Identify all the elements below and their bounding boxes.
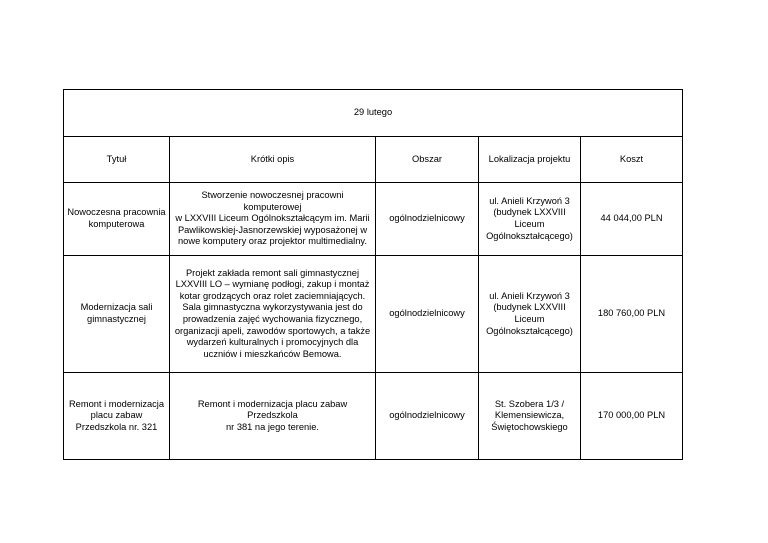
- cell-cost: 170 000,00 PLN: [581, 373, 683, 460]
- cell-area: ogólnodzielnicowy: [376, 183, 479, 256]
- cell-title: Modernizacja sali gimnastycznej: [64, 256, 170, 373]
- header-title: Tytuł: [64, 137, 170, 183]
- cell-location: St. Szobera 1/3 / Klemensiewicza, Świętochowskiego: [479, 373, 581, 460]
- header-description: Krótki opis: [170, 137, 376, 183]
- date-row: [64, 90, 683, 137]
- cell-cost: 44 044,00 PLN: [581, 183, 683, 256]
- header-location: Lokalizacja projektu: [479, 137, 581, 183]
- header-row: [64, 137, 683, 183]
- cell-title: Nowoczesna pracownia komputerowa: [64, 183, 170, 256]
- cell-description: Stworzenie nowoczesnej pracowni komputerowej w LXXVIII Liceum Ogólnokształcącym im. Marii Pawlikowskiej-Jasnorzewskiej wyposażonej w nowe komputery oraz projektor multimedialny.: [170, 183, 376, 256]
- cell-area: ogólnodzielnicowy: [376, 373, 479, 460]
- date-cell: 29 lutego: [64, 90, 683, 137]
- table-row: [64, 373, 683, 460]
- table-row: [64, 256, 683, 373]
- cell-location: ul. Anieli Krzywoń 3 (budynek LXXVIII Liceum Ogólnokształcącego): [479, 183, 581, 256]
- cell-title: Remont i modernizacja placu zabaw Przedszkola nr. 321: [64, 373, 170, 460]
- cell-description: Remont i modernizacja placu zabaw Przedszkola nr 381 na jego terenie.: [170, 373, 376, 460]
- cell-location: ul. Anieli Krzywoń 3 (budynek LXXVIII Liceum Ogólnokształcącego): [479, 256, 581, 373]
- table-row: [64, 183, 683, 256]
- cell-cost: 180 760,00 PLN: [581, 256, 683, 373]
- projects-table: [63, 89, 683, 460]
- header-cost: Koszt: [581, 137, 683, 183]
- header-area: Obszar: [376, 137, 479, 183]
- cell-description: Projekt zakłada remont sali gimnastycznej LXXVIII LO – wymianę podłogi, zakup i montaż kotar grodzących oraz rolet zaciemniających. Sala gimnastyczna wykorzystywania jest do prowadzenia zajęć wychowania fizycznego, organizacji apeli, zawodów sportowych, a także wydarzeń kulturalnych i promocyjnych dla uczniów i mieszkańców Bemowa.: [170, 256, 376, 373]
- cell-area: ogólnodzielnicowy: [376, 256, 479, 373]
